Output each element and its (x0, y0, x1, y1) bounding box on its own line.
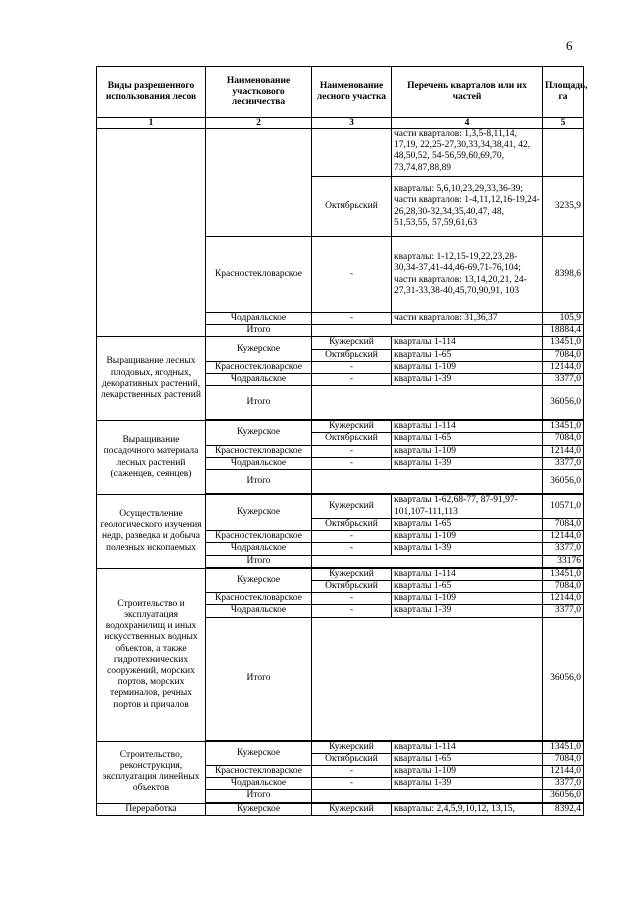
cell-district: Красностекловарское (206, 766, 312, 778)
cell-area: 13451,0 (543, 421, 584, 433)
cell-total-area: 36056,0 (543, 617, 584, 740)
header-area: Площадь, га (543, 67, 584, 118)
table-row (97, 495, 584, 519)
cell-area: 7084,0 (543, 433, 584, 445)
cell-quarters: кварталы 1-39 (392, 605, 543, 617)
cell-area: 8392,4 (543, 803, 584, 815)
cell-empty (312, 555, 543, 567)
header-district: Наименование участкового лесничества (206, 67, 312, 118)
cell-quarters: кварталы 1-114 (392, 337, 543, 349)
cell-total-area: 33176 (543, 555, 584, 567)
cell-quarters: кварталы 1-39 (392, 778, 543, 790)
cell-empty (312, 617, 543, 740)
cell-use-type: Выращивание лесных плодовых, ягодных, декоративных растений, лекарственных растений (97, 337, 206, 421)
cell-plot: - (312, 543, 392, 555)
cell-quarters: кварталы 1-109 (392, 593, 543, 605)
cell-district: Красностекловарское (206, 593, 312, 605)
cell-district: Кужерское (206, 421, 312, 445)
cell-quarters: кварталы 1-39 (392, 543, 543, 555)
cell-use-type: Строительство, реконструкция, эксплуатация линейных объектов (97, 741, 206, 803)
cell-empty (312, 386, 543, 420)
cell-quarters: кварталы 1-39 (392, 457, 543, 469)
cell-plot: - (312, 531, 392, 543)
cell-district: Чодраяльское (206, 457, 312, 469)
cell-district: Кужерское (206, 337, 312, 361)
cell-area: 12144,0 (543, 531, 584, 543)
cell-district: Кужерское (206, 568, 312, 592)
cell-plot: Кужерский (312, 337, 392, 349)
cell-plot: - (312, 445, 392, 457)
cell-plot: - (312, 778, 392, 790)
cell-area: 7084,0 (543, 753, 584, 765)
cell-plot: Кужерский (312, 741, 392, 753)
cell-use-type: Строительство и эксплуатация водохранилищ и иных искусственных водных объектов, а также гидротехнических сооружений, морских портов, морских терминалов, речных портов и причалов (97, 568, 206, 741)
cell-area: 13451,0 (543, 741, 584, 753)
table-row (97, 421, 584, 433)
cell-plot: - (312, 605, 392, 617)
table-row (97, 129, 584, 177)
cell-district: Чодраяльское (206, 778, 312, 790)
col-number: 1 (97, 118, 206, 129)
cell-area (543, 129, 584, 177)
cell-area: 7084,0 (543, 349, 584, 361)
cell-area: 3377,0 (543, 457, 584, 469)
cell-quarters: кварталы 1-65 (392, 349, 543, 361)
cell-quarters: кварталы 1-39 (392, 374, 543, 386)
cell-area: 7084,0 (543, 581, 584, 593)
table-header-row (97, 67, 584, 118)
cell-area: 12144,0 (543, 445, 584, 457)
cell-total-label: Итого (206, 325, 312, 337)
cell-plot: - (312, 457, 392, 469)
cell-total-label: Итого (206, 555, 312, 567)
cell-quarters: части кварталов: 31,36,37 (392, 313, 543, 325)
cell-area: 3377,0 (543, 543, 584, 555)
cell-empty (312, 470, 543, 494)
cell-district: Чодраяльское (206, 313, 312, 325)
cell-quarters: кварталы 1-65 (392, 433, 543, 445)
cell-use-type: Осуществление геологического изучения недр, разведка и добыча полезных ископаемых (97, 495, 206, 569)
cell-district: Кужерское (206, 741, 312, 765)
cell-area: 12144,0 (543, 766, 584, 778)
cell-district: Чодраяльское (206, 543, 312, 555)
table-row (97, 741, 584, 753)
cell-plot: Кужерский (312, 495, 392, 519)
cell-total-area: 36056,0 (543, 470, 584, 494)
cell-use-type (97, 129, 206, 337)
forest-use-table (96, 66, 588, 816)
header-plot: Наименование лесного участка (312, 67, 392, 118)
cell-area: 3377,0 (543, 374, 584, 386)
cell-quarters: кварталы 1-114 (392, 421, 543, 433)
cell-quarters: кварталы 1-109 (392, 531, 543, 543)
cell-area: 3235,9 (543, 177, 584, 237)
cell-plot (312, 129, 392, 177)
cell-area: 3377,0 (543, 605, 584, 617)
cell-total-label: Итого (206, 386, 312, 420)
cell-total-area: 18884,4 (543, 325, 584, 337)
cell-district (206, 129, 312, 237)
cell-plot: - (312, 766, 392, 778)
cell-quarters: кварталы 1-62,68-77, 87-91,97-101,107-111,113 (392, 495, 543, 519)
cell-quarters: части кварталов: 1,3,5-8,11,14, 17,19, 22,25-27,30,33,34,38,41, 42, 48,50,52, 54-56,59,60,69,70, 73,74,87,88,89 (392, 129, 543, 177)
cell-quarters: кварталы 1-65 (392, 581, 543, 593)
cell-district: Кужерское (206, 495, 312, 531)
table-row (97, 337, 584, 349)
cell-area: 7084,0 (543, 519, 584, 531)
cell-total-area: 36056,0 (543, 386, 584, 420)
cell-empty (312, 325, 543, 337)
cell-plot: - (312, 237, 392, 313)
col-number: 4 (392, 118, 543, 129)
cell-quarters: кварталы: 1-12,15-19,22,23,28-30,34-37,41-44,46-69,71-76,104; части кварталов: 13,14,20,21, 24-27,31-33,38-40,45,70,90,91, 103 (392, 237, 543, 313)
cell-total-area: 36056,0 (543, 790, 584, 802)
cell-plot: Кужерский (312, 803, 392, 815)
cell-quarters: кварталы 1-114 (392, 568, 543, 580)
cell-area: 3377,0 (543, 778, 584, 790)
cell-plot: Октябрьский (312, 177, 392, 237)
cell-district: Чодраяльское (206, 605, 312, 617)
cell-plot: - (312, 374, 392, 386)
cell-quarters: кварталы: 5,6,10,23,29,33,36-39; части кварталов: 1-4,11,12,16-19,24-26,28,30-32,34,35,40,47, 48, 51,53,55, 57,59,61,63 (392, 177, 543, 237)
cell-quarters: кварталы: 2,4,5,9,10,12, 13,15, (392, 803, 543, 815)
cell-quarters: кварталы 1-109 (392, 766, 543, 778)
col-number: 5 (543, 118, 584, 129)
cell-plot: Октябрьский (312, 581, 392, 593)
cell-area: 8398,6 (543, 237, 584, 313)
col-number: 2 (206, 118, 312, 129)
cell-plot: - (312, 361, 392, 373)
cell-area: 10571,0 (543, 495, 584, 519)
cell-total-label: Итого (206, 790, 312, 802)
cell-district: Красностекловарское (206, 361, 312, 373)
cell-plot: - (312, 313, 392, 325)
page-number: 6 (566, 38, 573, 53)
cell-plot: Октябрьский (312, 519, 392, 531)
cell-area: 12144,0 (543, 593, 584, 605)
cell-quarters: кварталы 1-109 (392, 445, 543, 457)
header-quarters: Перечень кварталов или их частей (392, 67, 543, 118)
cell-area: 13451,0 (543, 337, 584, 349)
table-row (97, 803, 584, 815)
cell-quarters: кварталы 1-114 (392, 741, 543, 753)
cell-quarters: кварталы 1-65 (392, 753, 543, 765)
cell-plot: Октябрьский (312, 349, 392, 361)
cell-district: Чодраяльское (206, 374, 312, 386)
cell-plot: - (312, 593, 392, 605)
header-use-type: Виды разрешенного использования лесов (97, 67, 206, 118)
cell-use-type: Переработка (97, 803, 206, 815)
cell-area: 105,9 (543, 313, 584, 325)
cell-quarters: кварталы 1-65 (392, 519, 543, 531)
cell-district: Кужерское (206, 803, 312, 815)
cell-plot: Кужерский (312, 568, 392, 580)
col-number: 3 (312, 118, 392, 129)
cell-empty (312, 790, 543, 802)
cell-area: 12144,0 (543, 361, 584, 373)
cell-district: Красностекловарское (206, 237, 312, 313)
cell-use-type: Выращивание посадочного материала лесных растений (саженцев, сеянцев) (97, 421, 206, 495)
cell-total-label: Итого (206, 617, 312, 740)
cell-plot: Кужерский (312, 421, 392, 433)
cell-district: Красностекловарское (206, 445, 312, 457)
cell-plot: Октябрьский (312, 753, 392, 765)
column-number-row (97, 118, 584, 129)
cell-total-label: Итого (206, 470, 312, 494)
cell-district: Красностекловарское (206, 531, 312, 543)
cell-plot: Октябрьский (312, 433, 392, 445)
table-row (97, 568, 584, 580)
cell-quarters: кварталы 1-109 (392, 361, 543, 373)
cell-area: 13451,0 (543, 568, 584, 580)
